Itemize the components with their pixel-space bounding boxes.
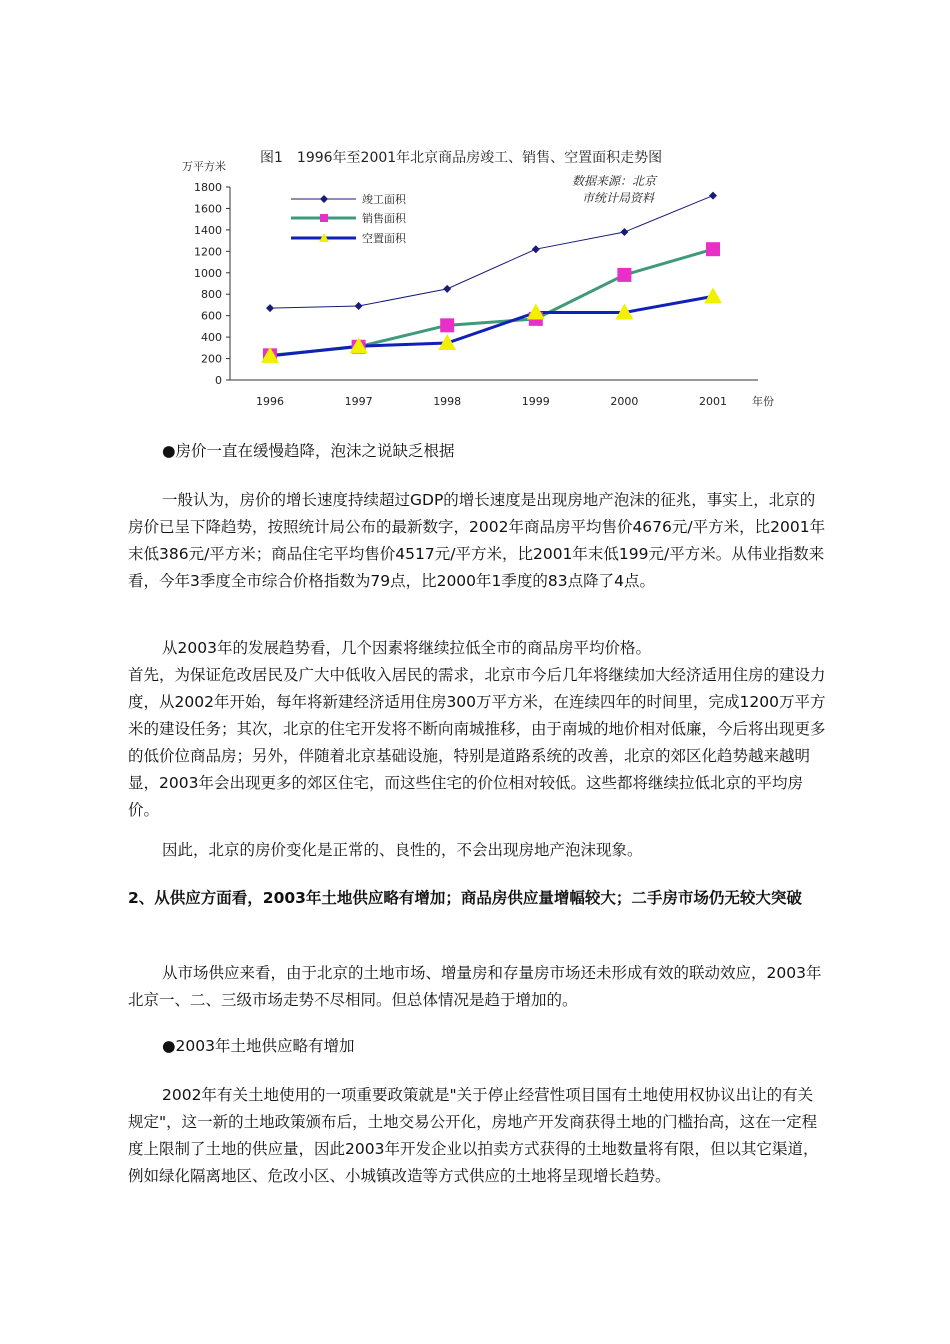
chart-title: 图1 1996年至2001年北京商品房竣工、销售、空置面积走势图 (260, 150, 663, 166)
y-tick-label: 1800 (194, 181, 222, 194)
data-point (355, 302, 363, 310)
data-point (709, 192, 717, 200)
section-heading-supply: 2、从供应方面看，2003年土地供应略有增加；商品房供应量增幅较大；二手房市场仍无较大突破 (128, 889, 802, 907)
x-tick-label: 1998 (433, 395, 462, 408)
paragraph-conclusion: 因此，北京的房价变化是正常的、良性的，不会出现房地产泡沫现象。 (162, 841, 643, 859)
bullet-price-trend: ●房价一直在缓慢趋降，泡沫之说缺乏根据 (162, 442, 455, 460)
data-point (704, 287, 722, 303)
series-line (270, 249, 713, 355)
y-tick-label: 1200 (194, 245, 222, 259)
bullet-land-supply: ●2003年土地供应略有增加 (162, 1037, 355, 1055)
x-tick-label: 2000 (610, 395, 639, 408)
x-tick-label: 1997 (344, 395, 373, 408)
paragraph-land-policy: 2002年有关土地使用的一项重要政策就是"关于停止经营性项目国有土地使用权协议出让的有关规定"，这一新的土地政策颁布后，土地交易公开化，房地产开发商获得土地的门槛抬高，这在一定程度上限制了土地的供应量，因此2003年开发企业以拍卖方式获得的土地数量将有限，但以其它渠道，例如绿化隔离地区、危改小区、小城镇改造等方式供应的土地将呈现增长趋势。 (128, 1086, 819, 1185)
data-point (440, 318, 454, 332)
y-tick-label: 0 (215, 374, 222, 387)
legend-entry: 竣工面积 (362, 193, 406, 206)
data-point (443, 285, 451, 293)
y-tick-label: 800 (201, 288, 222, 302)
x-axis-label: 年份 (752, 395, 774, 408)
y-tick-label: 400 (201, 331, 222, 345)
paragraph-trend-factors: 首先，为保证危改居民及广大中低收入居民的需求，北京市今后几年将继续加大经济适用住房的建设力度，从2002年开始，每年将新建经济适用住房300万平方米，在连续四年的时间里，完成1200万平方米的建设任务；其次，北京的住宅开发将不断向南城推移，由于南城的地价相对低廉，今后将出现更多的低价位商品房；另外，伴随着北京基础设施，特别是道路系统的改善，北京的郊区化趋势越来越明显，2003年会出现更多的郊区住宅，而这些住宅的价位相对较低。这些都将继续拉低北京的平均房价。 (128, 666, 826, 819)
chart-source-note: 数据来源：北京 (572, 174, 657, 188)
paragraph-price-analysis: 一般认为，房价的增长速度持续超过GDP的增长速度是出现房地产泡沫的征兆，事实上，北京的房价已呈下降趋势，按照统计局公布的最新数字，2002年商品房平均售价4676元/平方米，比2001年末低386元/平方米；商品住宅平均售价4517元/平方米，比2001年末低199元/平方米。从伟业指数来看，今年3季度全市综合价格指数为79点，比2000年1季度的83点降了4点。 (128, 491, 826, 590)
y-tick-label: 200 (201, 352, 222, 366)
legend-marker (320, 195, 328, 203)
y-tick-label: 1400 (194, 223, 222, 237)
paragraph-supply-overview: 从市场供应来看，由于北京的土地市场、增量房和存量房市场还未形成有效的联动效应，2003年北京一、二、三级市场走势不尽相同。但总体情况是趋于增加的。 (128, 964, 822, 1009)
paragraph-trend-intro: 从2003年的发展趋势看，几个因素将继续拉低全市的商品房平均价格。 (162, 639, 651, 657)
data-point (706, 242, 720, 256)
series-line (270, 296, 713, 356)
y-axis-label: 万平方米 (182, 160, 226, 173)
data-point (532, 245, 540, 253)
chart-source-note: 市统计局资料 (582, 191, 655, 205)
y-tick-label: 600 (201, 309, 222, 323)
legend-marker (320, 214, 328, 222)
x-tick-label: 1999 (521, 395, 550, 408)
data-point (266, 304, 274, 312)
data-point (617, 268, 631, 282)
y-tick-label: 1000 (194, 266, 222, 280)
x-tick-label: 2001 (699, 395, 727, 408)
series-line (270, 196, 713, 309)
data-point (620, 228, 628, 236)
legend-entry: 空置面积 (362, 232, 406, 245)
x-tick-label: 1996 (256, 395, 284, 408)
line-chart (168, 138, 788, 420)
y-tick-label: 1600 (194, 202, 222, 216)
legend-entry: 销售面积 (362, 212, 406, 225)
